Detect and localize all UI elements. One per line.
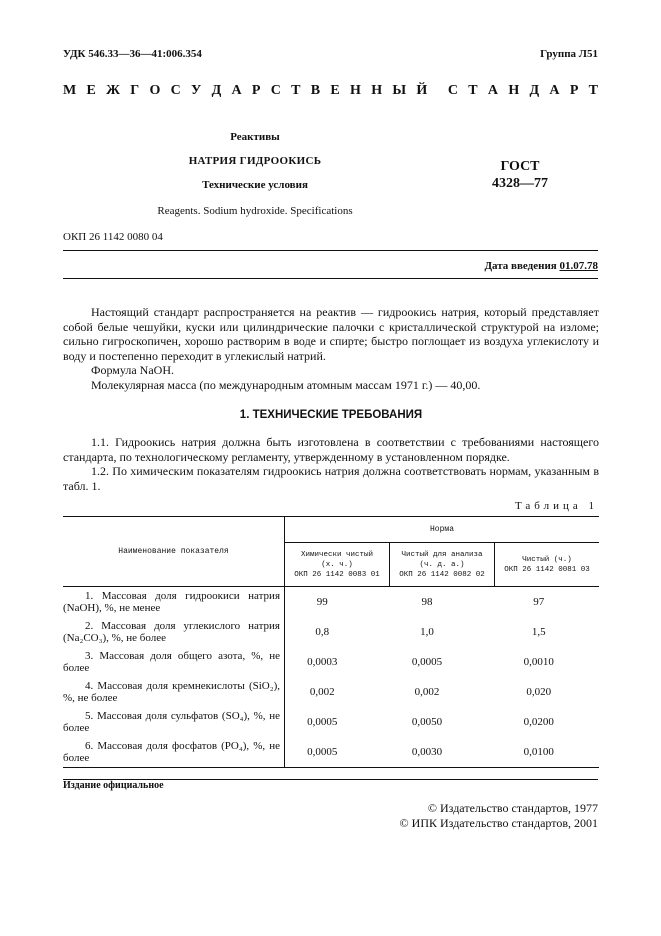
gost-number: 4328—77 <box>492 176 548 191</box>
grade-name: Чистый (ч.) <box>522 555 572 564</box>
table-row <box>63 737 599 768</box>
indicator-name: 4. Массовая доля кремнекислоты (SiO₂), %, не более <box>63 677 285 707</box>
heading-letter: Н <box>371 83 383 98</box>
formula-paragraph: Формула NaOH. <box>91 363 175 377</box>
value-cell: 98 <box>421 596 433 608</box>
indicator-name: 5. Массовая доля сульфатов (SO₄), %, не более <box>63 707 285 737</box>
value-cell: 0,002 <box>414 686 440 698</box>
column-header-grade <box>390 543 495 587</box>
heading-letter: А <box>487 83 499 98</box>
column-header-norm: Норма <box>285 517 600 543</box>
indicator-name: 1. Массовая доля гидроокиси натрия (NaOH), %, не менее <box>63 587 285 618</box>
interstate-standard-heading <box>63 83 598 99</box>
heading-letter: Т <box>468 83 478 98</box>
heading-letter: С <box>170 83 181 98</box>
heading-letter: Р <box>569 83 579 98</box>
intro-paragraph: Настоящий стандарт распространяется на реактив — гидроокись натрия, который представляет собой белые чешуйки, куски или цилиндрические палочки с кристаллической структурой на изломе; сильно гигроскопичен, хорошо растворим в воде и спирте; быстро поглощает из воздуха углекислоту и воду и постепенно переходит в углекислый натрий. <box>63 305 599 363</box>
value-cell: 0,8 <box>315 626 330 638</box>
doc-category: Реактивы <box>230 131 280 143</box>
heading-letter: А <box>231 83 242 98</box>
doc-title: НАТРИЯ ГИДРООКИСЬ <box>188 155 322 167</box>
indicator-name: 3. Массовая доля общего азота, %, не более <box>63 647 285 677</box>
heading-letter: О <box>149 83 161 98</box>
grade-name: Чистый для анализа <box>401 550 483 559</box>
value-cell: 0,0200 <box>523 716 554 728</box>
divider <box>63 250 598 251</box>
clause-1-2: 1.2. По химическим показателям гидроокись натрия должна соответствовать нормам, указанным в табл. 1. <box>63 464 599 493</box>
heading-letter: Д <box>529 83 540 98</box>
heading-letter: С <box>447 83 458 98</box>
value-cell: 0,0003 <box>307 656 338 668</box>
value-cell: 0,0050 <box>411 716 443 728</box>
table-caption: Таблица 1 <box>514 500 598 512</box>
clause-1-1: 1.1. Гидроокись натрия должна быть изготовлена в соответствии с требованиями настоящего стандарта, по технологическому регламенту, утвержденному в установленном порядке. <box>63 435 599 464</box>
heading-letter: А <box>549 83 560 98</box>
table-row <box>63 677 599 707</box>
value-cell: 1,0 <box>420 626 434 638</box>
value-cell: 0,0005 <box>285 737 390 768</box>
grade-okp: ОКП 26 1142 0083 01 <box>294 570 380 579</box>
value-cell: 0,0005 <box>307 716 338 728</box>
intro-text <box>63 305 599 392</box>
molar-mass-paragraph: Молекулярная масса (по международным атомным массам 1971 г.) — 40,00. <box>91 377 481 392</box>
official-edition-label: Издание официальное <box>63 780 164 791</box>
heading-letter: Р <box>251 83 261 98</box>
udk-code: УДК 546.33—36—41:006.354 <box>63 48 202 60</box>
copyright-line: © Издательство стандартов, 1977 <box>427 801 598 815</box>
doc-subtitle: Технические условия <box>202 179 308 191</box>
okp-code: ОКП 26 1142 0080 04 <box>63 231 163 243</box>
heading-letter: Е <box>330 83 340 98</box>
value-cell: 0,0010 <box>523 656 554 668</box>
heading-letter: Г <box>130 83 140 98</box>
grade-abbr: (х. ч.) <box>321 560 353 569</box>
section-title: 1. ТЕХНИЧЕСКИЕ ТРЕБОВАНИЯ <box>239 409 423 421</box>
value-cell: 97 <box>533 596 545 608</box>
column-header-grade <box>495 543 599 587</box>
heading-letter: В <box>310 83 321 98</box>
grade-okp: ОКП 26 1142 0082 02 <box>399 570 485 579</box>
table-row <box>63 587 599 618</box>
copyright-line: © ИПК Издательство стандартов, 2001 <box>399 815 598 830</box>
gost-designation <box>470 158 570 192</box>
column-header-grade <box>285 543 390 587</box>
value-cell: 1,5 <box>531 626 546 638</box>
table-row <box>63 617 599 647</box>
divider <box>63 278 598 279</box>
column-header-name: Наименование показателя <box>63 517 285 587</box>
value-cell: 0,0030 <box>390 737 495 768</box>
heading-letter: У <box>191 83 202 98</box>
heading-letter: Ы <box>392 83 407 98</box>
section-text <box>63 435 599 493</box>
requirements-table <box>63 516 599 768</box>
heading-letter: Н <box>350 83 361 98</box>
indicator-name: 6. Массовая доля фосфатов (PO₄), %, не более <box>63 737 285 768</box>
group-code: Группа Л51 <box>540 48 598 60</box>
english-title: Reagents. Sodium hydroxide. Specifications <box>157 205 353 217</box>
intro-date-value: 01.07.78 <box>559 260 598 272</box>
value-cell: 0,0100 <box>495 737 599 768</box>
heading-letter: Е <box>86 83 96 98</box>
table-row <box>63 647 599 677</box>
heading-letter: Н <box>508 83 520 98</box>
value-cell: 0,002 <box>309 686 335 698</box>
intro-date <box>484 260 598 272</box>
table-row <box>63 707 599 737</box>
heading-letter: Т <box>291 83 301 98</box>
heading-letter: Д <box>211 83 222 98</box>
heading-letter: Й <box>416 83 428 98</box>
gost-label: ГОСТ <box>500 159 540 174</box>
value-cell: 0,0005 <box>411 656 443 668</box>
value-cell: 0,020 <box>526 686 552 698</box>
grade-okp: ОКП 26 1142 0081 03 <box>504 565 590 574</box>
intro-date-label: Дата введения <box>484 260 557 272</box>
indicator-name: 2. Массовая доля углекислого натрия (Na₂CO₃), %, не более <box>63 617 285 647</box>
heading-letter: С <box>270 83 281 98</box>
heading-letter: М <box>63 83 77 98</box>
grade-name: Химически чистый <box>301 550 374 559</box>
value-cell: 99 <box>316 596 328 608</box>
heading-letter: Ж <box>106 83 120 98</box>
grade-abbr: (ч. д. а.) <box>419 560 465 569</box>
copyright <box>400 801 598 830</box>
heading-letter: Т <box>588 83 598 98</box>
